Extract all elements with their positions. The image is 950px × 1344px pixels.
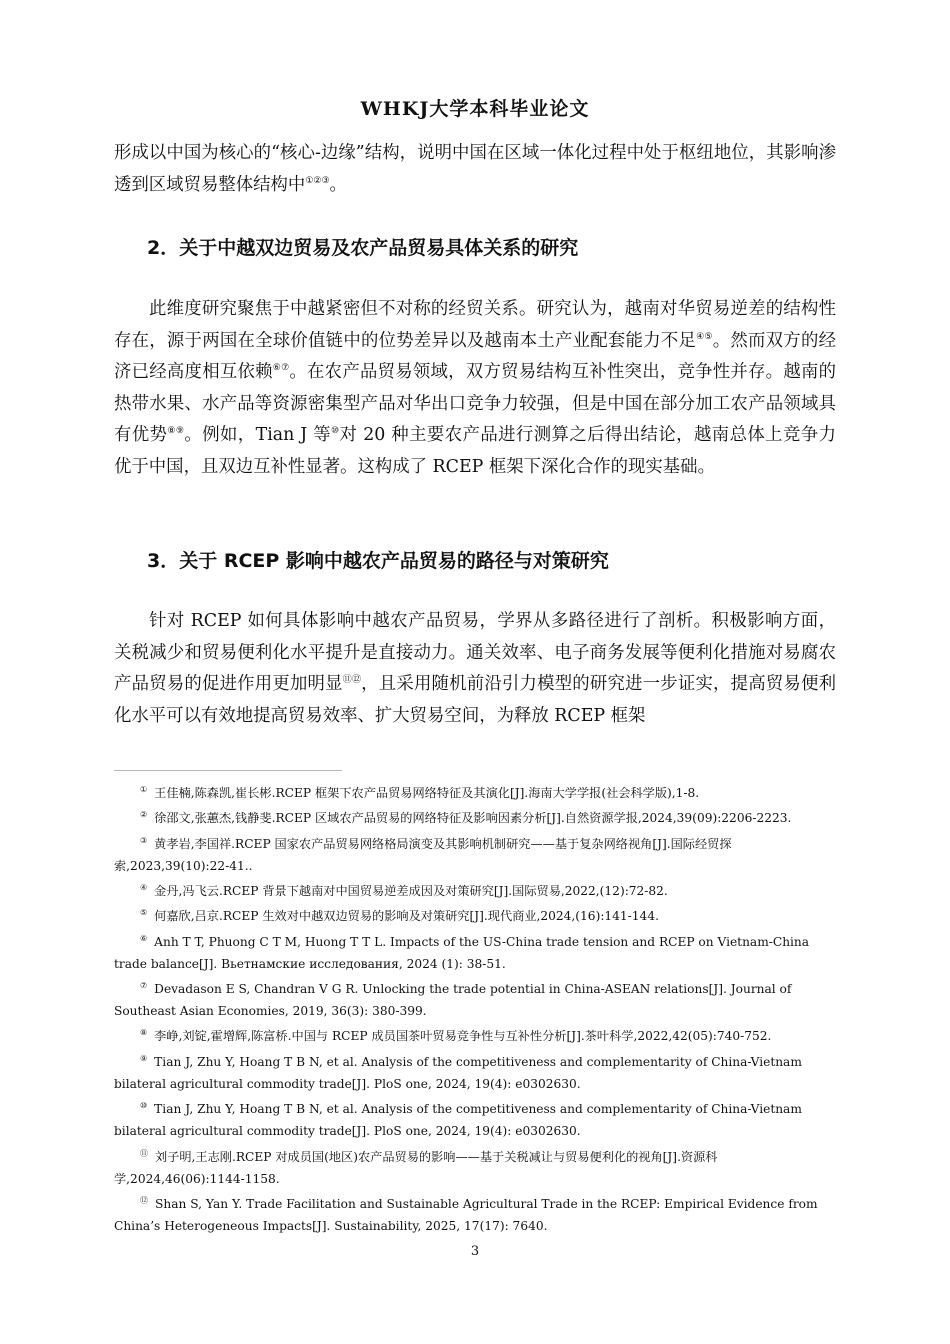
paragraph-text: 。例如，Tian J 等 xyxy=(184,425,331,445)
footnote-mark: ② xyxy=(140,810,148,820)
section-heading-3: 3．关于 RCEP 影响中越农产品贸易的路径与对策研究 xyxy=(147,550,609,572)
footnote xyxy=(114,1022,836,1047)
paragraph-section-2 xyxy=(114,294,836,483)
footnote-ref[interactable]: ⑪⑫ xyxy=(342,675,362,686)
paragraph-intro xyxy=(114,138,836,201)
footnote-mark: ⑤ xyxy=(140,908,148,918)
footnote-mark: ④ xyxy=(140,883,148,892)
footnote-text: 徐邵文,张蕙杰,钱静斐.RCEP 区域农产品贸易的网络特征及影响因素分析[J].自然资源学报,2024,39(09):2206-2223. xyxy=(154,811,792,826)
footnote-ref[interactable]: ⑩ xyxy=(331,426,340,437)
footnote-text: 李峥,刘锭,霍增辉,陈富桥.中国与 RCEP 成员国茶叶贸易竞争性与互补性分析[J].茶叶科学,2022,42(05):740-752. xyxy=(154,1029,772,1044)
footnote-ref[interactable]: ⑥⑦ xyxy=(272,363,290,374)
footnote xyxy=(114,1190,836,1237)
footnote xyxy=(114,928,836,975)
footnote-mark: ⑨ xyxy=(140,1053,148,1063)
section-heading-2: 2．关于中越双边贸易及农产品贸易具体关系的研究 xyxy=(147,237,579,259)
paragraph-text: 。然而双方的经济已经高度相互依赖 xyxy=(114,330,836,382)
footnote-mark: ⑪ xyxy=(140,1148,148,1158)
footnote xyxy=(114,804,836,829)
footnote-mark: ⑫ xyxy=(140,1196,148,1206)
footnote-text: Shan S, Yan Y. Trade Facilitation and Sustainable Agricultural Trade in the RCEP: Empirical Evidence from China’s Heterogeneous Impacts[J]. Sustainability, 2025, 17(17): 7640. xyxy=(114,1197,818,1234)
paragraph-text: 形成以中国为核心的“核心-边缘”结构，说明中国在区域一体化过程中处于枢纽地位，其影响渗透到区域贸易整体结构中 xyxy=(114,143,836,195)
footnote-mark: ③ xyxy=(140,835,148,845)
paragraph-text: 对 20 种主要农产品进行测算之后得出结论，越南总体上竞争力优于中国，且双边互补性显著。这构成了 RCEP 框架下深化合作的现实基础。 xyxy=(114,425,836,477)
footnote xyxy=(114,975,836,1022)
footnote xyxy=(114,830,836,877)
footnote xyxy=(114,779,836,804)
footnote-separator xyxy=(114,770,342,771)
footnote-mark: ⑥ xyxy=(140,933,148,943)
footnote-ref[interactable]: ④⑤ xyxy=(696,331,713,342)
footnote-text: Devadason E S, Chandran V G R. Unlocking the trade potential in China-ASEAN relations[J]. Journal of Southeast Asian Economies, 2019, 36(3): 380-399. xyxy=(114,982,792,1019)
page-number: 3 xyxy=(470,1244,480,1259)
footnote xyxy=(114,1095,836,1142)
footnotes xyxy=(114,779,836,1238)
running-header: WHKJ大学本科毕业论文 xyxy=(360,98,590,120)
paragraph-section-3 xyxy=(114,606,836,732)
footnote-text: 何嘉欣,吕京.RCEP 生效对中越双边贸易的影响及对策研究[J].现代商业,2024,(16):141-144. xyxy=(154,909,659,924)
footnote xyxy=(114,877,836,902)
footnote-text: Tian J, Zhu Y, Hoang T B N, et al. Analysis of the competitiveness and complementarity of China-Vietnam bilateral agricultural commodity trade[J]. PloS one, 2024, 19(4): e0302630. xyxy=(114,1102,802,1139)
paragraph-text: ，且采用随机前沿引力模型的研究进一步证实，提高贸易便利化水平可以有效地提高贸易效率、扩大贸易空间，为释放 RCEP 框架 xyxy=(114,674,836,726)
footnote-ref[interactable]: ①②③ xyxy=(305,175,330,186)
paragraph-text: 。 xyxy=(329,174,347,195)
footnote xyxy=(114,902,836,927)
paragraph-text: 针对 RCEP 如何具体影响中越农产品贸易，学界从多路径进行了剖析。积极影响方面，关税减少和贸易便利化水平提升是直接动力。通关效率、电子商务发展等便利化措施对易腐农产品贸易的促进作用更加明显 xyxy=(114,611,836,694)
footnote-mark: ① xyxy=(140,785,148,794)
footnote-text: 刘子明,王志刚.RCEP 对成员国(地区)农产品贸易的影响——基于关税减让与贸易便利化的视角[J].资源科学,2024,46(06):1144-1158. xyxy=(114,1149,718,1186)
footnote-text: 黄孝岩,李国祥.RCEP 国家农产品贸易网络格局演变及其影响机制研究——基于复杂网络视角[J].国际经贸探索,2023,39(10):22-41.. xyxy=(114,836,732,873)
footnote xyxy=(114,1143,836,1190)
footnote-ref[interactable]: ⑧⑨ xyxy=(167,426,185,437)
footnote-text: 金丹,冯飞云.RCEP 背景下越南对中国贸易逆差成因及对策研究[J].国际贸易,2022,(12):72-82. xyxy=(154,884,668,899)
footnote-mark: ⑦ xyxy=(140,981,148,990)
footnote-mark: ⑧ xyxy=(140,1028,148,1038)
footnote-text: Tian J, Zhu Y, Hoang T B N, et al. Analysis of the competitiveness and complementarity of China-Vietnam bilateral agricultural commodity trade[J]. PloS one, 2024, 19(4): e0302630. xyxy=(114,1054,802,1091)
footnote xyxy=(114,1048,836,1095)
footnote-text: Anh T T, Phuong C T M, Huong T T L. Impacts of the US-China trade tension and RCEP on Vietnam-China trade balance[J]. Вьетнамские исследования, 2024 (1): 38-51. xyxy=(114,934,810,971)
paragraph-text: 此维度研究聚焦于中越紧密但不对称的经贸关系。研究认为，越南对华贸易逆差的结构性存在，源于两国在全球价值链中的位势差异以及越南本土产业配套能力不足 xyxy=(114,299,836,351)
footnote-text: 王佳楠,陈森凯,崔长彬.RCEP 框架下农产品贸易网络特征及其演化[J].海南大学学报(社会科学版),1-8. xyxy=(154,786,700,801)
footnote-mark: ⑩ xyxy=(140,1101,148,1111)
paragraph-text: 。在农产品贸易领域，双方贸易结构互补性突出，竞争性并存。越南的热带水果、水产品等资源密集型产品对华出口竞争力较强，但是中国在部分加工农产品领域具有优势 xyxy=(114,362,836,445)
